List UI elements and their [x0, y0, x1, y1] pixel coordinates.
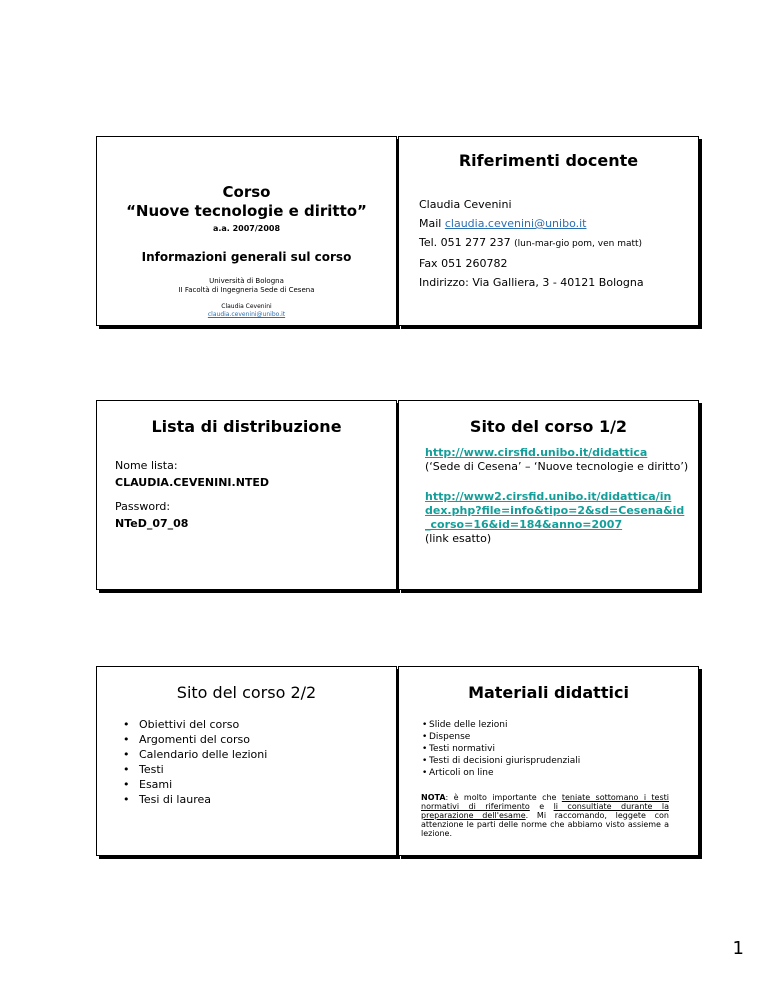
- contact-details: [419, 195, 644, 292]
- tel-number: Tel. 051 277 237: [419, 236, 511, 249]
- mail-label: Mail: [419, 217, 442, 230]
- author-info: [97, 303, 396, 319]
- tel-row: [419, 233, 644, 254]
- password-value: NTeD_07_08: [115, 517, 189, 530]
- site-url-link[interactable]: http://www.cirsfid.unibo.it/didattica: [425, 446, 648, 459]
- site-contents-list: [139, 717, 267, 807]
- exact-url-link[interactable]: [425, 490, 684, 532]
- slide-course-title: [96, 136, 397, 326]
- list-item: • Calendario delle lezioni: [139, 747, 267, 762]
- list-item: • Testi normativi: [429, 743, 580, 755]
- list-item: • Slide delle lezioni: [429, 719, 580, 731]
- site-url-note: (‘Sede di Cesena’ – ‘Nuove tecnologie e diritto’): [425, 460, 689, 473]
- note-text-pre: : è molto importante che: [445, 793, 562, 802]
- course-subtitle: Informazioni generali sul corso: [141, 250, 352, 264]
- note-underlined-2: li consultiate durante la preparazione dell'esame: [421, 802, 669, 820]
- note-underlined-1: teniate sottomano i testi normativi di riferimento: [421, 793, 670, 811]
- exact-url-line3: _corso=16&id=184&anno=2007: [425, 518, 623, 531]
- author-email-link[interactable]: claudia.cevenini@unibo.it: [207, 311, 286, 318]
- exact-url-block: [425, 490, 684, 546]
- password-label: Password:: [115, 500, 171, 513]
- list-item: • Testi di decisioni giurisprudenziali: [429, 755, 580, 767]
- exact-url-line2: dex.php?file=info&tipo=2&sd=Cesena&id: [425, 504, 685, 517]
- exact-url-note: (link esatto): [425, 532, 492, 545]
- list-item: • Esami: [139, 777, 267, 792]
- list-item: • Obiettivi del corso: [139, 717, 267, 732]
- slide-title: Sito del corso 2/2: [176, 683, 317, 702]
- mail-row: [419, 214, 644, 233]
- author-name: Claudia Cevenini: [221, 303, 272, 310]
- list-item: • Testi: [139, 762, 267, 777]
- mail-link[interactable]: claudia.cevenini@unibo.it: [444, 217, 587, 230]
- note-text-mid: e: [529, 802, 554, 811]
- university-info: [97, 277, 396, 295]
- slide-course-site-1: [398, 400, 699, 590]
- slide-mailing-list: [96, 400, 397, 590]
- academic-year: a.a. 2007/2008: [212, 224, 281, 233]
- slide-title: Riferimenti docente: [458, 151, 639, 170]
- list-item: • Argomenti del corso: [139, 732, 267, 747]
- page-number: 1: [732, 938, 744, 959]
- address-row: Indirizzo: Via Galliera, 3 - 40121 Bologna: [419, 276, 644, 289]
- list-item: • Articoli on line: [429, 767, 580, 779]
- fax-row: Fax 051 260782: [419, 257, 508, 270]
- list-item: • Dispense: [429, 731, 580, 743]
- university-name: Università di Bologna: [209, 277, 284, 285]
- course-title: [97, 183, 396, 221]
- slide-teacher-references: [398, 136, 699, 326]
- slide-teaching-materials: [398, 666, 699, 856]
- slide-course-site-2: [96, 666, 397, 856]
- tel-hours: (lun-mar-gio pom, ven matt): [514, 239, 643, 249]
- course-title-line2: “Nuove tecnologie e diritto”: [126, 202, 367, 220]
- note-label: NOTA: [421, 793, 446, 802]
- slide-title: Lista di distribuzione: [151, 417, 342, 436]
- note-paragraph: [421, 793, 669, 838]
- slide-title: Sito del corso 1/2: [469, 417, 628, 436]
- materials-list: [429, 719, 580, 779]
- list-name-value: CLAUDIA.CEVENINI.NTED: [115, 476, 270, 489]
- course-title-line1: Corso: [222, 183, 271, 201]
- slide-title: Materiali didattici: [468, 683, 629, 702]
- note-text-post: . Mi raccomando, leggete con attenzione le parti delle norme che abbiamo visto assieme a lezione.: [421, 811, 669, 838]
- list-item: • Tesi di laurea: [139, 792, 267, 807]
- faculty-name: II Facoltà di Ingegneria Sede di Cesena: [178, 286, 315, 294]
- list-info: [115, 457, 269, 491]
- teacher-name: Claudia Cevenini: [419, 198, 512, 211]
- exact-url-line1: http://www2.cirsfid.unibo.it/didattica/in: [425, 490, 672, 503]
- list-name-label: Nome lista:: [115, 459, 178, 472]
- password-info: [115, 498, 188, 532]
- site-url-block: [425, 446, 688, 474]
